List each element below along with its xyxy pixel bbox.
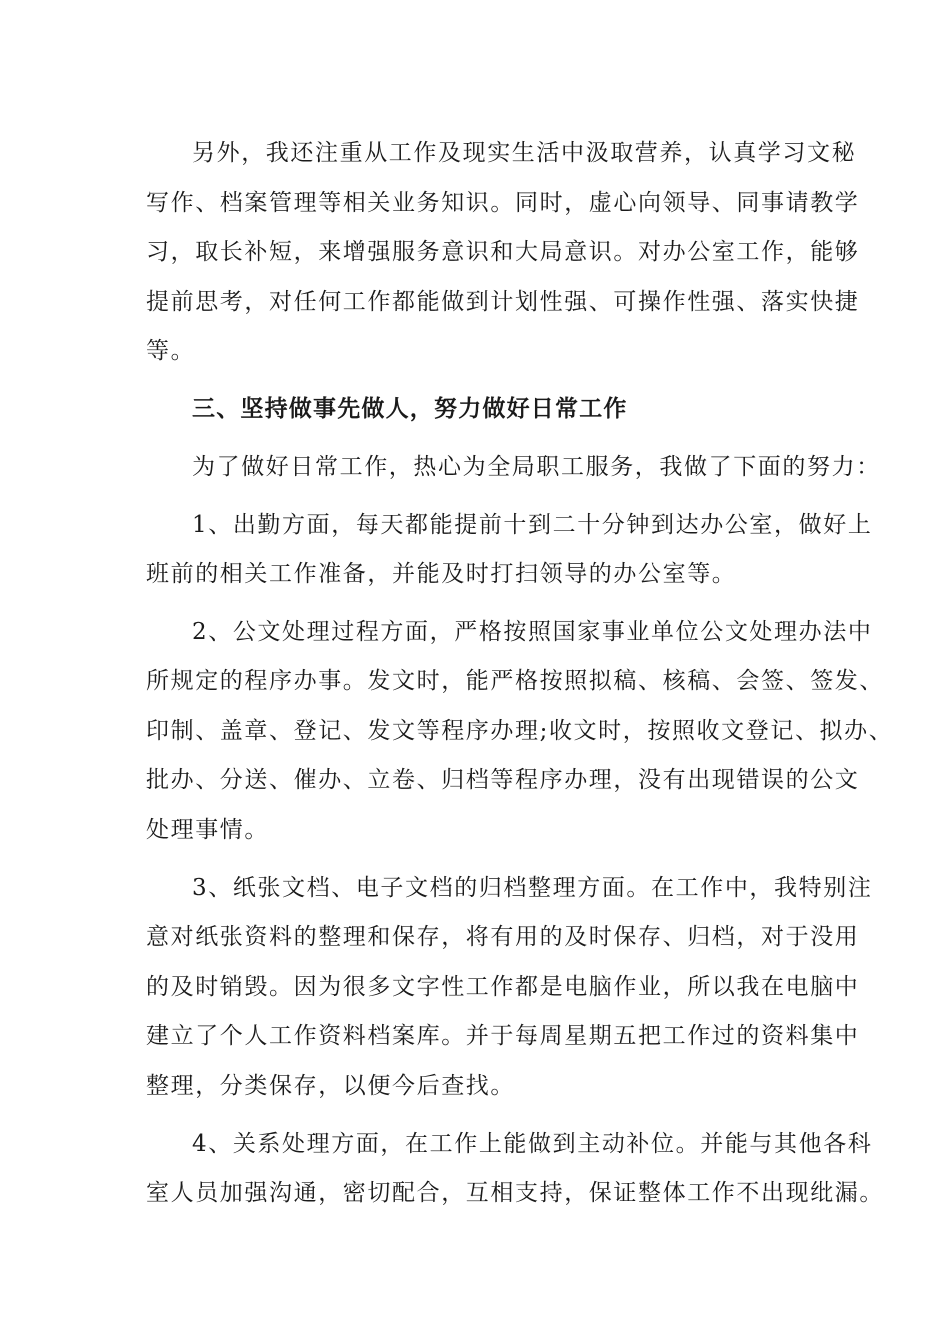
paragraph-line: 意对纸张资料的整理和保存，将有用的及时保存、归档，对于没用 xyxy=(146,924,860,950)
paragraph-line: 批办、分送、催办、立卷、归档等程序办理，没有出现错误的公文 xyxy=(146,767,860,793)
paragraph-line: 另外，我还注重从工作及现实生活中汲取营养，认真学习文秘 xyxy=(192,140,857,166)
paragraph-line: 3、纸张文档、电子文档的归档整理方面。在工作中，我特别注 xyxy=(192,875,873,901)
section-heading: 三、坚持做事先做人，努力做好日常工作 xyxy=(192,395,628,422)
paragraph-line: 4、关系处理方面，在工作上能做到主动补位。并能与其他各科 xyxy=(192,1131,873,1157)
paragraph-line: 建立了个人工作资料档案库。并于每周星期五把工作过的资料集中 xyxy=(146,1023,860,1049)
paragraph-line: 2、公文处理过程方面，严格按照国家事业单位公文处理办法中 xyxy=(192,619,873,645)
paragraph-line: 习，取长补短，来增强服务意识和大局意识。对办公室工作，能够 xyxy=(146,239,860,265)
paragraph-line: 写作、档案管理等相关业务知识。同时，虚心向领导、同事请教学 xyxy=(146,190,860,216)
paragraph-line: 为了做好日常工作，热心为全局职工服务，我做了下面的努力： xyxy=(192,454,881,480)
paragraph-line: 整理，分类保存，以便今后查找。 xyxy=(146,1073,515,1099)
paragraph-line: 的及时销毁。因为很多文字性工作都是电脑作业，所以我在电脑中 xyxy=(146,974,860,1000)
paragraph-line: 1、出勤方面，每天都能提前十到二十分钟到达办公室，做好上 xyxy=(192,512,873,538)
paragraph-line: 所规定的程序办事。发文时，能严格按照拟稿、核稿、会签、签发、 xyxy=(146,668,884,694)
paragraph-line: 室人员加强沟通，密切配合，互相支持，保证整体工作不出现纰漏。 xyxy=(146,1180,884,1206)
paragraph-line: 提前思考，对任何工作都能做到计划性强、可操作性强、落实快捷 xyxy=(146,289,860,315)
paragraph-line: 等。 xyxy=(146,338,196,364)
paragraph-line: 处理事情。 xyxy=(146,817,269,843)
paragraph-line: 班前的相关工作准备，并能及时打扫领导的办公室等。 xyxy=(146,561,737,587)
paragraph-line: 印制、盖章、登记、发文等程序办理;收文时，按照收文登记、拟办、 xyxy=(146,718,894,744)
